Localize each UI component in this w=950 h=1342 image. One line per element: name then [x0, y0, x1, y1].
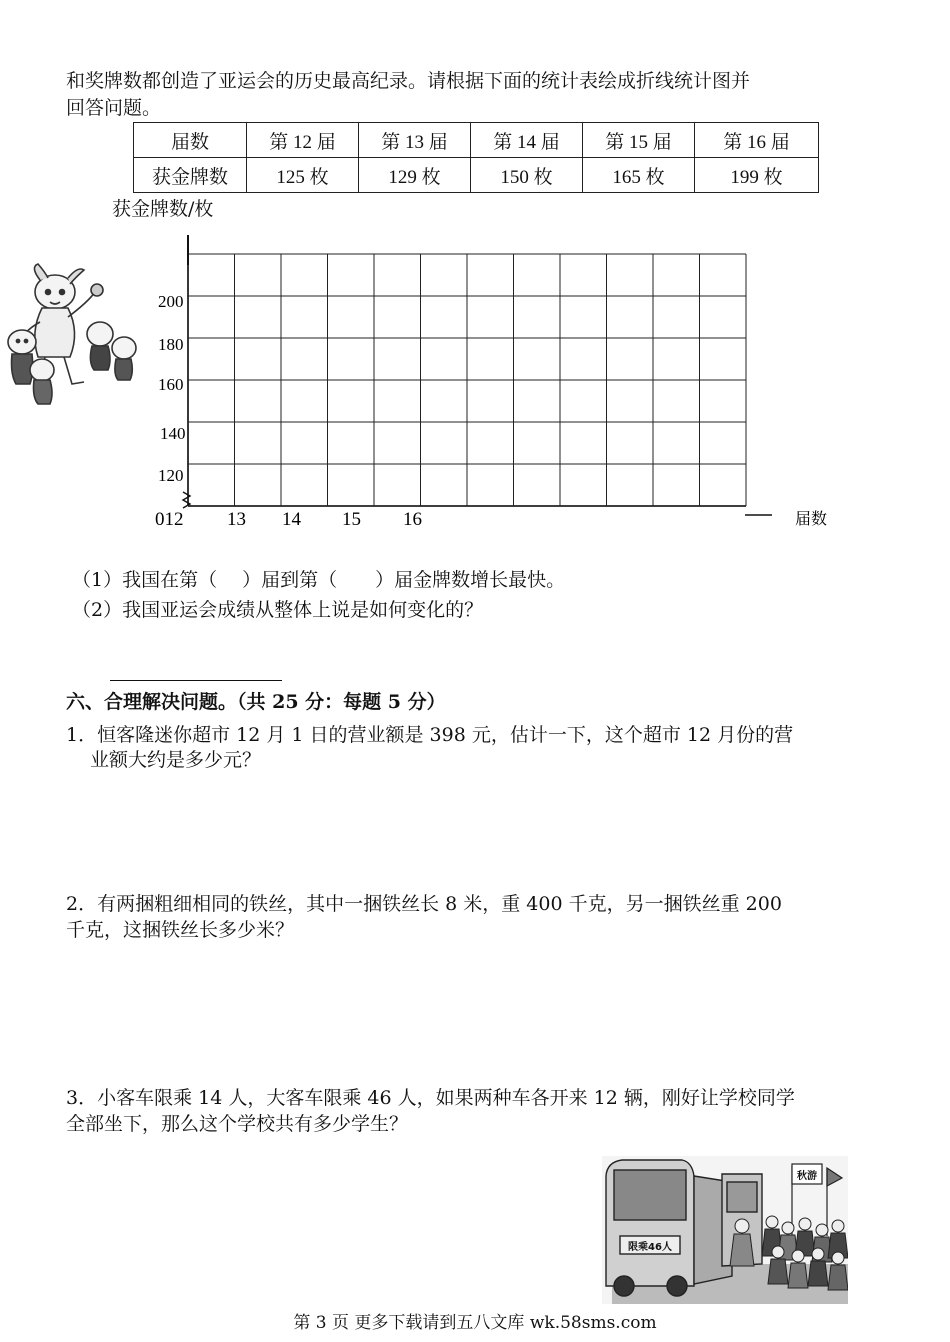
table-cell: 129 枚 [359, 158, 471, 193]
table-cell: 150 枚 [471, 158, 583, 193]
table-cell: 165 枚 [583, 158, 695, 193]
chart-grid [188, 254, 746, 506]
table-cell: 第 12 届 [247, 123, 359, 158]
table-cell: 第 14 届 [471, 123, 583, 158]
asian-games-mascot-image [0, 262, 140, 427]
table-row [134, 123, 819, 158]
table-cell: 获金牌数 [134, 158, 247, 193]
problem-2-line-2: 千克，这捆铁丝长多少米？ [66, 919, 295, 941]
y-tick-label: 140 [160, 424, 186, 443]
y-tick-label: 200 [158, 292, 184, 311]
chart-y-title: 获金牌数/枚 [112, 198, 214, 220]
x-origin-label: 012 [155, 509, 184, 530]
answer-line [110, 680, 282, 681]
y-tick-label: 120 [158, 466, 184, 485]
problem-1-line-2: 业额大约是多少元？ [90, 749, 262, 771]
table-cell: 125 枚 [247, 158, 359, 193]
question-overall-change: （2）我国亚运会成绩从整体上说是如何变化的？ [72, 599, 484, 621]
table-row [134, 158, 819, 193]
medal-statistics-table [133, 122, 819, 193]
x-tick-label: 16 [403, 509, 422, 530]
bus-sign-text: 限乘46人 [628, 1242, 672, 1253]
x-tick-label: 15 [342, 509, 361, 530]
section-6-title: 六、合理解决问题。（共 25 分：每题 5 分） [66, 691, 446, 713]
y-tick-label: 160 [158, 375, 184, 394]
problem-2-line-1: 2．有两捆粗细相同的铁丝，其中一捆铁丝长 8 米，重 400 千克，另一捆铁丝重 200 [66, 893, 782, 915]
table-cell: 第 16 届 [695, 123, 819, 158]
question-fastest-growth: （1）我国在第（ ）届到第（ ）届金牌数增长最快。 [72, 569, 566, 591]
intro-line-2: 回答问题。 [66, 97, 162, 119]
trip-banner-text: 秋游 [797, 1171, 817, 1182]
table-cell: 届数 [134, 123, 247, 158]
school-trip-bus-image [602, 1156, 848, 1304]
table-cell: 第 13 届 [359, 123, 471, 158]
medal-line-chart [150, 230, 840, 540]
x-tick-label: 13 [227, 509, 246, 530]
page-footer: 第 3 页 更多下载请到五八文库 wk.58sms.com [293, 1313, 657, 1333]
x-axis-title: 届数 [795, 509, 828, 528]
table-cell: 第 15 届 [583, 123, 695, 158]
problem-3-line-1: 3．小客车限乘 14 人，大客车限乘 46 人，如果两种车各开来 12 辆，刚好让学校同学 [66, 1087, 795, 1109]
table-cell: 199 枚 [695, 158, 819, 193]
y-tick-label: 180 [158, 335, 184, 354]
x-tick-label: 14 [282, 509, 301, 530]
problem-1-line-1: 1．恒客隆迷你超市 12 月 1 日的营业额是 398 元，估计一下，这个超市 12 月份的营 [66, 724, 794, 746]
intro-line-1: 和奖牌数都创造了亚运会的历史最高纪录。请根据下面的统计表绘成折线统计图并 [66, 70, 751, 92]
problem-3-line-2: 全部坐下，那么这个学校共有多少学生？ [66, 1113, 409, 1135]
